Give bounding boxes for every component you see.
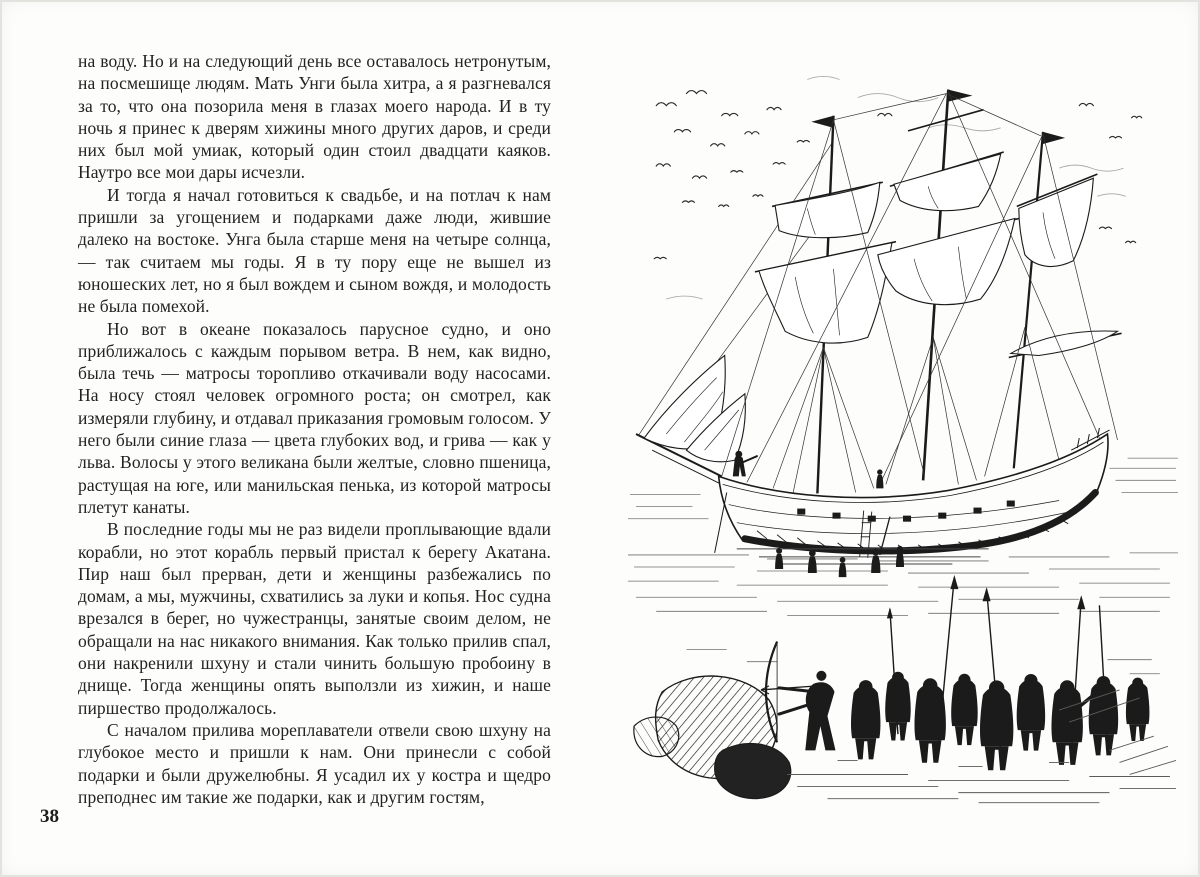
text-column	[78, 50, 551, 808]
paragraph: И тогда я начал готовиться к свадьбе, и на потлач к нам пришли за угощением и подарками даже люди, жившие далеко на востоке. Унга была старше меня на четыре солнца, — так считаем мы годы. Я в ту пору еще не вышел из юношеских лет, но я был вождем и сыном вождя, и молодость не была помехой.	[78, 184, 551, 317]
sailing-ship	[636, 90, 1121, 558]
page-number: 38	[40, 806, 59, 827]
paragraph: В последние годы мы не раз видели проплывающие вдали корабли, но этот корабль первый пристал к берегу Акатана. Пир наш был прерван, дети и женщины разбежались по домам, а мы, мужчины, схватились за луки и копья. Нос судна врезался в берег, но чужестранцы, занятые своим делом, не обращали на нас никакого внимания. Как только прилив спал, они накренили шхуну и стали чинить большую пробоину в днище. Тогда женщины опять выползли из хижин, и наше пиршество продолжалось.	[78, 519, 551, 718]
native-group	[761, 575, 1149, 770]
paragraph: С началом прилива мореплаватели отвели свою шхуну на глубокое место и пришли к нам. Они принесли с собой подарки и были дружелюбны. Я усадил их у костра и щедро преподнес им такие же подарки, как и другим гостям,	[78, 719, 551, 807]
paragraph: Но вот в океане показалось парусное судно, и оно приближалось с каждым порывом ветра. В нем, как видно, была течь — матросы торопливо откачивали воду насосами. На носу стоял человек огромного роста; он смотрел, как измеряли глубину, и отдавал приказания громовым голосом. У него были синие глаза — цвета глубоких вод, и грива — как у льва. Волосы у этого великана были желтые, словно пшеница, растущая на юге, или манильская пенька, из которой матросы плетут канаты.	[78, 318, 551, 517]
beach-hatch	[628, 553, 1178, 674]
ship-illustration	[626, 44, 1182, 812]
paragraph: на воду. Но и на следующий день все оставалось нетронутым, на посмешище людям. Мать Унги была хитра, а я разгневался за то, что она позорила меня в глазах моего народа. И в ту ночь я принес к дверям хижины много других даров, и среди них был мой умиак, который один стоил двадцати каяков. Наутро все мои дары исчезли.	[78, 51, 551, 183]
rocks	[634, 676, 791, 799]
crew-figure	[733, 451, 757, 477]
